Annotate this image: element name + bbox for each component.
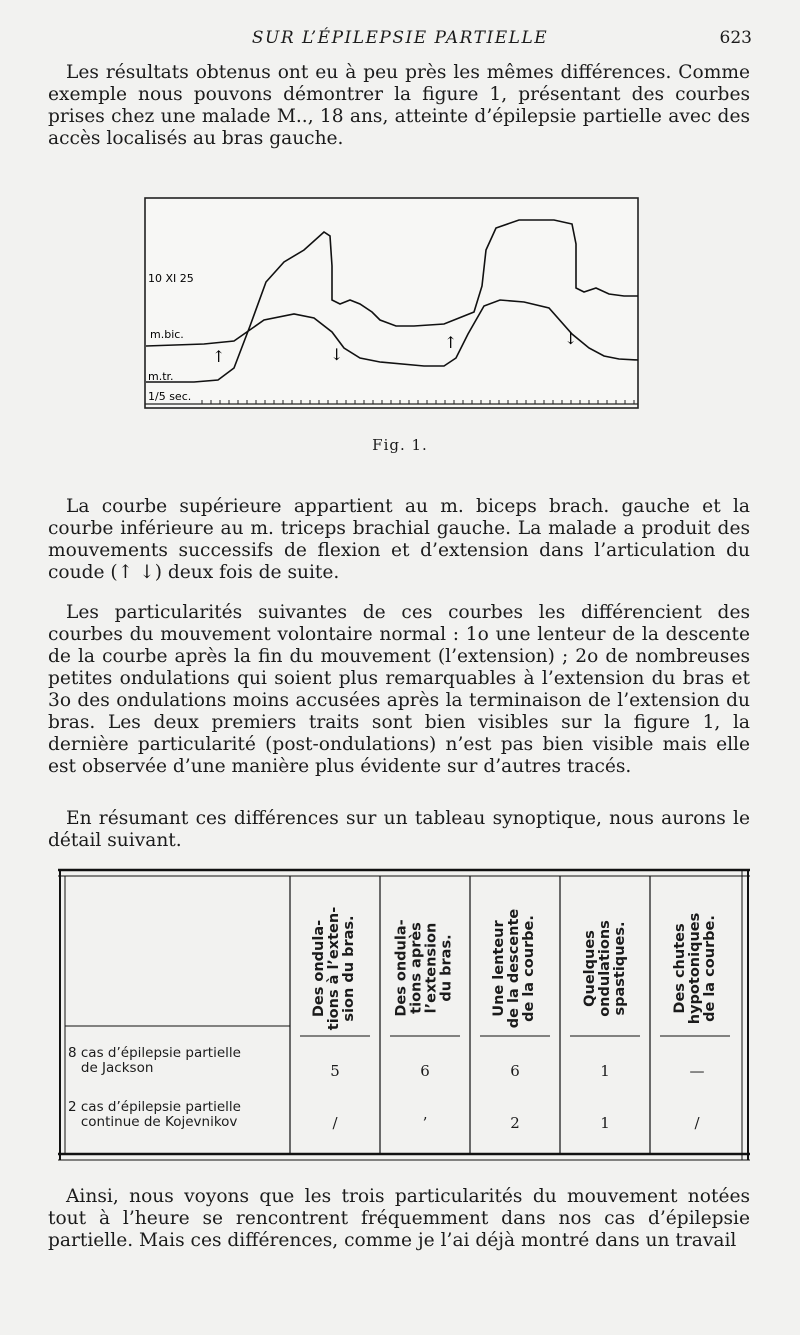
extension-arrow-2: ↓: [564, 329, 578, 348]
table-row-label-jackson: 8 cas d’épilepsie partielle de Jackson: [68, 1045, 241, 1076]
extension-arrow-1: ↓: [330, 345, 344, 364]
column-header-extension-undulations: Des ondula- tions à l’exten- sion du bras.: [311, 906, 358, 1030]
page-number: 623: [719, 28, 752, 48]
paragraph-particularities: Les particularités suivantes de ces courbes les différencient des courbes du mouvement volontaire normal : 1o une lenteur de la descente de la courbe après la fin du mouvement (l’extension) ; 2o de nombreuses petites ondulations qui soient plus remarquables à l’extension du bras et 3o des ondulations moins accusées après la terminaison de l’extension du bras. Les deux premiers traits sont bien visibles sur la figure 1, la dernière particularité (post-ondulations) n’est pas bien visible mais elle est observée d’une manière plus évidente sur d’autres tracés.: [48, 602, 750, 777]
figure-1: [144, 196, 640, 412]
biceps-label: m.bic.: [150, 328, 184, 341]
myogram-figure: [144, 196, 640, 412]
column-header-spastic-undulations: Quelques ondulations spastiques.: [581, 919, 628, 1017]
synoptic-table: [58, 868, 750, 1164]
column-header-hypotonic-drops: Des chutes hypotoniques de la courbe.: [672, 912, 719, 1024]
paragraph-summary: En résumant ces différences sur un tableau synoptique, nous aurons le détail suivant.: [48, 808, 750, 851]
paragraph-intro: Les résultats obtenus ont eu à peu près les mêmes différences. Comme exemple nous pouvons démontrer la figure 1, présentant des courbes prises chez une malade M.., 18 ans, atteinte d’épilepsie partielle avec des accès localisés au bras gauche.: [48, 62, 750, 149]
table-cell: 2: [510, 1114, 520, 1132]
table-row-label-kojevnikov: 2 cas d’épilepsie partielle continue de Kojevnikov: [68, 1099, 241, 1130]
table-cell: 5: [330, 1062, 340, 1080]
table-cell: ’: [422, 1114, 428, 1132]
paragraph-conclusion: Ainsi, nous voyons que les trois particularités du mouvement notées tout à l’heure se rencontrent fréquemment dans nos cas d’épilepsie partielle. Mais ces différences, comme je l’ai déjà montré dans un travail: [48, 1186, 750, 1251]
column-header-post-extension-undulations: Des ondula- tions après l’extension du bras.: [394, 919, 455, 1017]
table-cell: 1: [600, 1114, 610, 1132]
running-title: SUR L’ÉPILEPSIE PARTIELLE: [251, 28, 549, 48]
flexion-arrow-1: ↑: [212, 347, 226, 366]
paragraph-curves: La courbe supérieure appartient au m. biceps brach. gauche et la courbe inférieure au m. triceps brachial gauche. La malade a produit des mouvements successifs de flexion et d’extension dans l’articulation du coude (↑ ↓) deux fois de suite.: [48, 496, 750, 583]
table-cell: —: [689, 1062, 705, 1080]
time-scale-label: 1/5 sec.: [148, 390, 192, 403]
flexion-arrow-2: ↑: [444, 333, 458, 352]
figure-caption: Fig. 1.: [372, 436, 428, 454]
column-header-slow-descent: Une lenteur de la descente de la courbe.: [491, 908, 538, 1028]
table-cell: /: [332, 1114, 338, 1132]
triceps-label: m.tr.: [148, 370, 174, 383]
table-cell: /: [694, 1114, 700, 1132]
figure-date-label: 10 XI 25: [148, 272, 194, 285]
table-cell: 6: [420, 1062, 430, 1080]
table-cell: 1: [600, 1062, 610, 1080]
figure-frame: [145, 198, 638, 408]
table-cell: 6: [510, 1062, 520, 1080]
page-header: [0, 28, 800, 52]
